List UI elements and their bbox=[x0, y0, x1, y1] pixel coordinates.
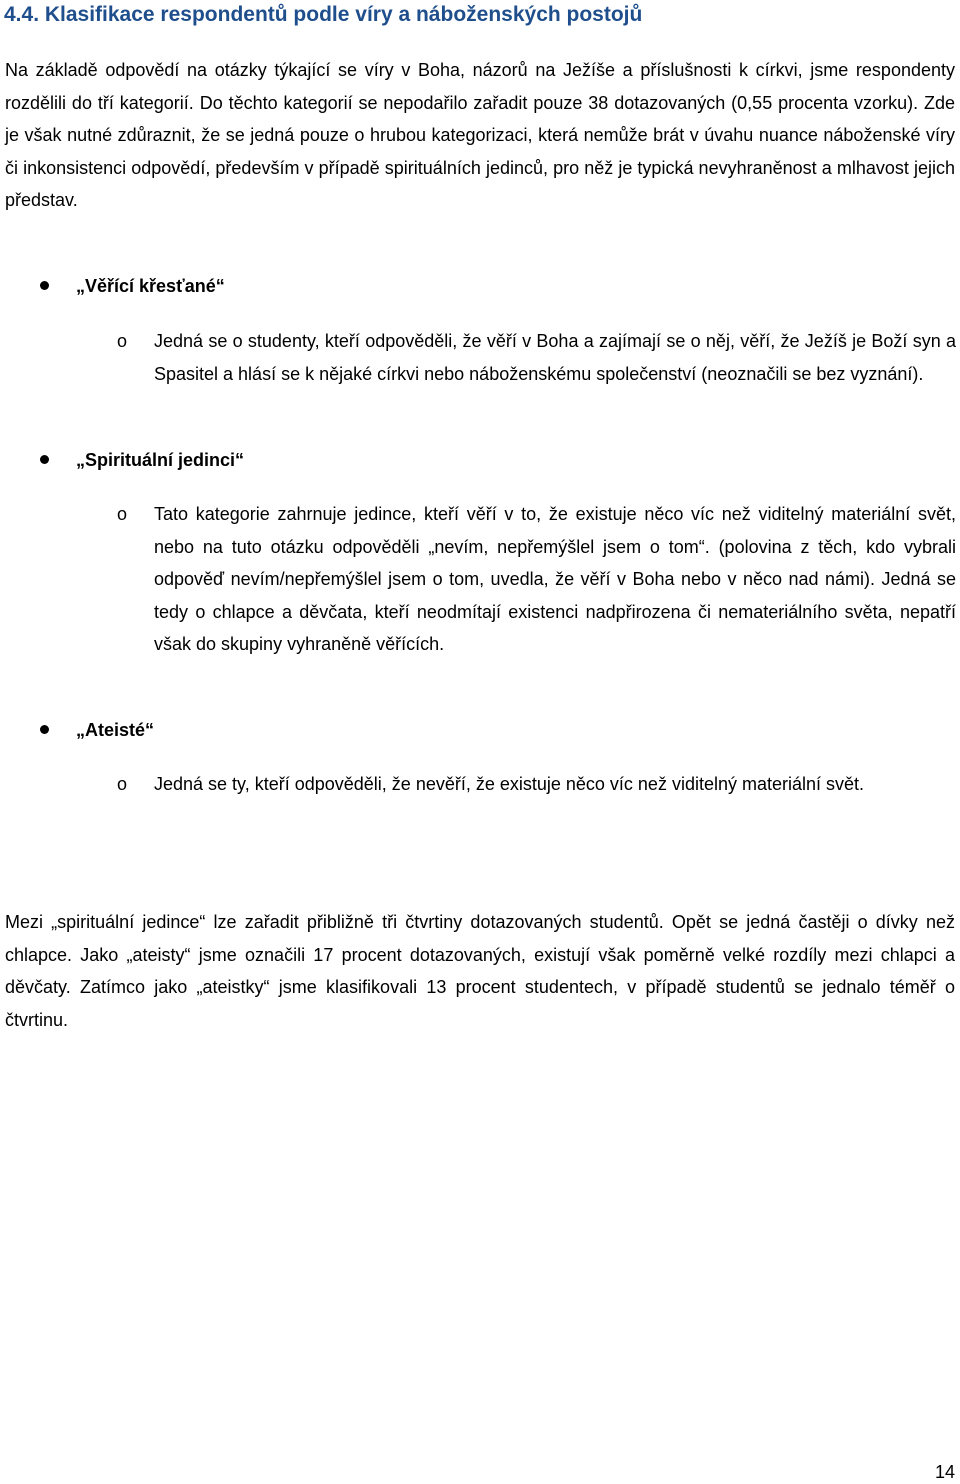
category-title: „Věřící křesťané“ bbox=[76, 276, 225, 296]
intro-paragraph: Na základě odpovědí na otázky týkající se víry v Boha, názorů na Ježíše a příslušnosti k církvi, jsme respondenty rozdělili do tří kategorií. Do těchto kategorií se nepodařilo zařadit pouze 38 dotazovaných (0,55 procenta vzorku). Zde je však nutné zdůraznit, že se jedná pouze o hrubou kategorizaci, která nemůže brát v úvahu nuance náboženské víry či inkonsistenci odpovědí, především v případě spirituálních jedinců, pro něž je typická nevyhraněnost a mlhavost jejich představ. bbox=[5, 60, 955, 210]
category-spiritual bbox=[0, 444, 960, 476]
bullet-icon bbox=[40, 455, 49, 464]
category-description: Jedná se ty, kteří odpověděli, že nevěří, že existuje něco víc než viditelný materiální svět. bbox=[154, 774, 865, 794]
section-heading: 4.4. Klasifikace respondentů podle víry a náboženských postojů bbox=[4, 3, 643, 26]
bullet-icon bbox=[40, 725, 49, 734]
sub-bullet-icon: o bbox=[117, 774, 128, 794]
closing-paragraph: Mezi „spirituální jedince“ lze zařadit přibližně tři čtvrtiny dotazovaných studentů. Opět se jedná častěji o dívky než chlapce. Jako „ateisty“ jsme označili 17 procent dotazovaných, existují však poměrně velké rozdíly mezi chlapci a děvčaty. Zatímco jako „ateistky“ jsme klasifikovali 13 procent studentech, v případě studentů se jednalo téměř o čtvrtinu. bbox=[5, 912, 955, 1030]
category-title: „Ateisté“ bbox=[76, 720, 155, 740]
page-number: 14 bbox=[934, 1462, 955, 1482]
category-atheists bbox=[0, 714, 960, 746]
bullet-icon bbox=[40, 281, 49, 290]
category-title: „Spirituální jedinci“ bbox=[76, 450, 245, 470]
sub-bullet-icon: o bbox=[117, 331, 128, 351]
category-description: Tato kategorie zahrnuje jedince, kteří věří v to, že existuje něco víc než viditelný materiální svět, nebo na tuto otázku odpověděli „nevím, nepřemýšlel jsem o tom“. (polovina z těch, kdo vybrali odpověď nevím/nepřemýšlel jsem o tom, uvedla, že věří v Boha nebo v něco nad námi). Jedná se tedy o chlapce a děvčata, kteří neodmítají existenci nadpřirozena či nemateriálního světa, nepatří však do skupiny vyhraněně věřících. bbox=[154, 504, 956, 654]
category-description: Jedná se o studenty, kteří odpověděli, že věří v Boha a zajímají se o něj, věří, že Ježíš je Boží syn a Spasitel a hlásí se k nějaké církvi nebo náboženskému společenství (neoznačili se bez vyznání). bbox=[154, 331, 956, 384]
category-believers bbox=[0, 270, 960, 302]
sub-bullet-icon: o bbox=[117, 504, 128, 524]
